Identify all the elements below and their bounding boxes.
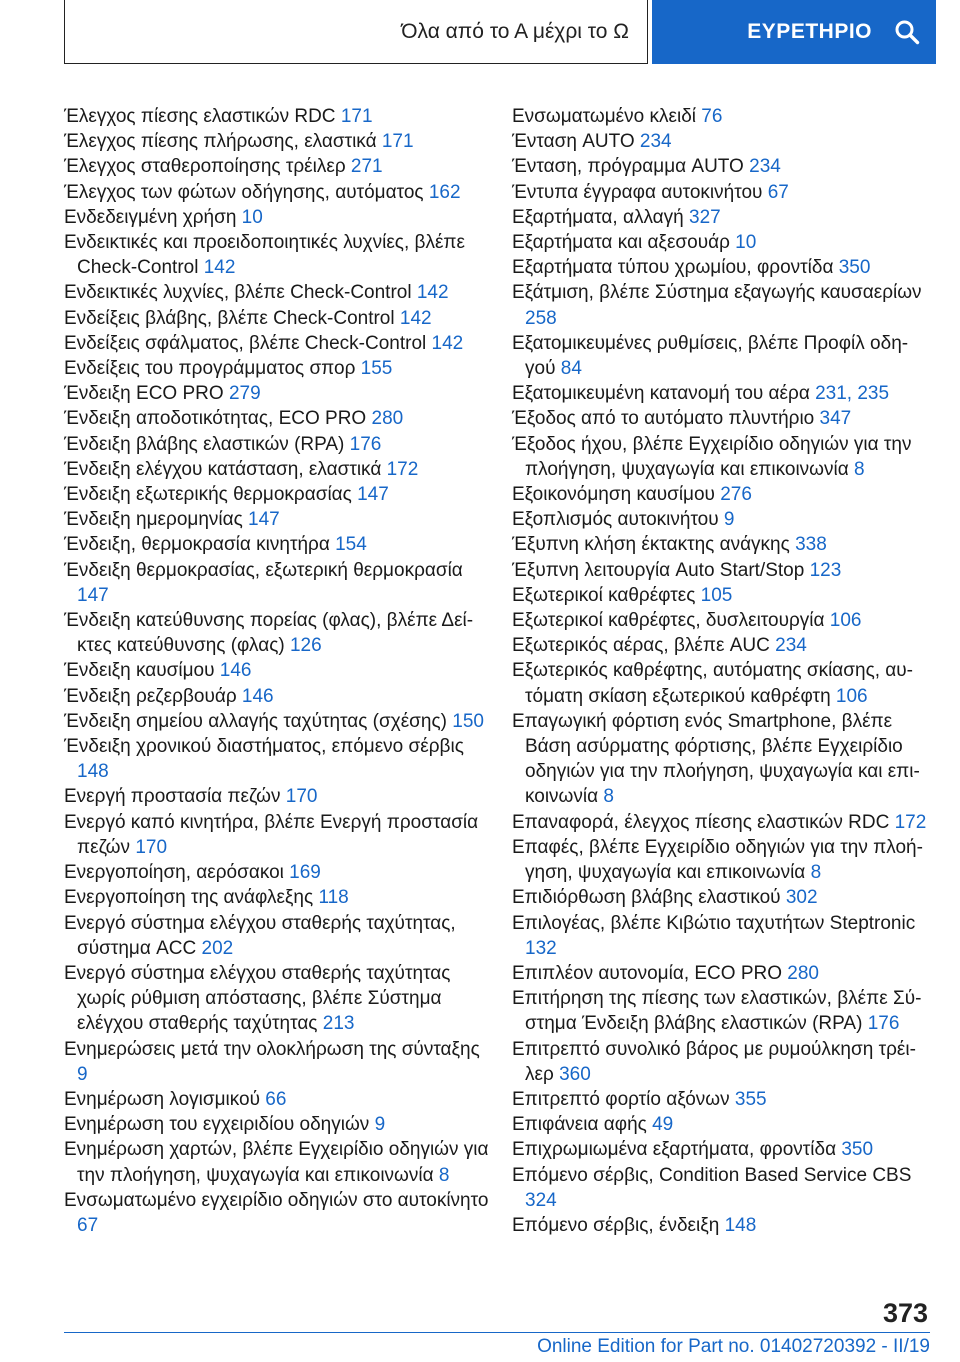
index-entry-term: Εξαρτήματα, αλλαγή bbox=[512, 206, 690, 228]
index-entry-page-link[interactable]: 276 bbox=[720, 484, 752, 506]
index-entry bbox=[512, 507, 930, 532]
index-entry-page-link[interactable]: 327 bbox=[689, 206, 721, 228]
index-entry-term: Ενδείξεις του προγράμματος σπορ bbox=[64, 358, 361, 380]
index-entry-page-link[interactable]: 202 bbox=[201, 937, 234, 959]
index-entry bbox=[64, 356, 489, 381]
index-entry-page-link[interactable]: 169 bbox=[289, 862, 321, 884]
index-entry-term: Εξοπλισμός αυτοκινήτου bbox=[512, 509, 724, 531]
index-entry-page-link[interactable]: 146 bbox=[241, 685, 274, 707]
index-entry-page-link[interactable]: 172 bbox=[386, 458, 419, 480]
index-entry-page-link[interactable]: 279 bbox=[228, 383, 261, 405]
index-entry bbox=[64, 230, 489, 280]
index-entry-page-link[interactable]: 8 bbox=[854, 458, 865, 480]
index-entry-page-link[interactable]: 49 bbox=[652, 1114, 674, 1136]
index-entry-term: Εξοικονόμηση καυσίμου bbox=[512, 484, 721, 506]
index-entry bbox=[64, 507, 489, 532]
index-entry-term: Ένταση, πρόγραμμα AUTO bbox=[512, 156, 750, 178]
index-entry bbox=[512, 205, 930, 230]
index-entry bbox=[512, 129, 930, 154]
index-entry-term: Έλεγχος πίεσης πλήρωσης, ελαστικά bbox=[64, 131, 382, 153]
index-entry-term: Εξαρτήματα τύπου χρωμίου, φροντίδα bbox=[512, 257, 839, 279]
index-entry-term: Ένδειξη βλάβης ελαστικών (RPA) bbox=[64, 433, 350, 455]
index-entry-term: Ενδεικτικές και προειδοποιητικές λυχνίες, βλέπε Check-Control bbox=[64, 232, 465, 279]
index-entry-term: Επιτήρηση της πίεσης των ελαστικών, βλέπε Σύστημα Ένδειξη βλάβης ελαστικών (RPA) bbox=[512, 988, 922, 1035]
index-entry-page-link[interactable]: 147 bbox=[248, 509, 280, 531]
index-entry-term: Έντυπα έγγραφα αυτοκινήτου bbox=[512, 181, 768, 203]
index-entry-term: Επαγωγική φόρτιση ενός Smartphone, βλέπε Βάση ασύρματης φόρτισης, βλέπε Εγχειρίδιο οδηγιών για την πλοήγηση, ψυχαγωγία και επικοινωνία bbox=[512, 710, 920, 808]
index-column-right bbox=[512, 104, 930, 1238]
index-entry-page-link[interactable]: 280 bbox=[787, 962, 819, 984]
index-entry-term: Επόμενο σέρβις, ένδειξη bbox=[512, 1214, 725, 1236]
index-entry-term: Εξωτερικός αέρας, βλέπε AUC bbox=[512, 635, 776, 657]
index-entry bbox=[512, 255, 930, 280]
index-entry-page-link[interactable]: 280 bbox=[371, 408, 404, 430]
index-entry-term: Ενεργή προστασία πεζών bbox=[64, 786, 286, 808]
index-entry-page-link[interactable]: 147 bbox=[357, 484, 389, 506]
index-entry-term: Επαφές, βλέπε Εγχειρίδιο οδηγιών για την πλοήγηση, ψυχαγωγία και επικοινωνία bbox=[512, 836, 923, 884]
index-entry-page-link[interactable]: 234 bbox=[775, 635, 807, 657]
index-entry bbox=[64, 482, 489, 507]
index-entry bbox=[512, 986, 930, 1036]
index-entry bbox=[64, 331, 489, 356]
index-entry-term: Επιφάνεια αφής bbox=[512, 1114, 653, 1136]
index-entry-page-link[interactable]: 355 bbox=[734, 1088, 767, 1110]
index-entry-page-link[interactable]: 170 bbox=[135, 836, 168, 858]
index-entry bbox=[512, 583, 930, 608]
index-entry bbox=[512, 1213, 930, 1238]
index-entry bbox=[512, 104, 930, 129]
index-entry-page-link[interactable]: 258 bbox=[525, 307, 557, 329]
index-entry-term: Ενδεδειγμένη χρήση bbox=[64, 206, 242, 228]
index-entry bbox=[64, 306, 489, 331]
index-entry bbox=[64, 658, 489, 683]
tab-a-to-z[interactable] bbox=[64, 0, 648, 64]
index-entry-page-link[interactable]: 8 bbox=[603, 786, 614, 808]
index-entry bbox=[64, 810, 489, 860]
index-entry bbox=[512, 1087, 930, 1112]
index-entry-term: Ενημερώσεις μετά την ολοκλήρωση της σύνταξης bbox=[64, 1038, 480, 1060]
index-entry-term: Ενημέρωση λογισμικού bbox=[64, 1088, 266, 1110]
index-entry-page-link[interactable]: 162 bbox=[428, 181, 461, 203]
index-entry bbox=[512, 1037, 930, 1087]
index-entry-page-link[interactable]: 271 bbox=[350, 156, 383, 178]
index-entry-term: Ενσωματωμένο κλειδί bbox=[512, 106, 702, 127]
index-entry bbox=[512, 885, 930, 910]
index-entry bbox=[64, 860, 489, 885]
index-entry-term: Ενσωματωμένο εγχειρίδιο οδηγιών στο αυτοκίνητο bbox=[64, 1189, 489, 1211]
index-entry bbox=[512, 633, 930, 658]
index-entry bbox=[64, 1137, 489, 1187]
index-entry-page-link[interactable]: 67 bbox=[767, 181, 789, 203]
index-entry bbox=[64, 280, 489, 305]
index-entry-page-link[interactable]: 171 bbox=[340, 106, 373, 127]
index-entry-term: Εξωτερικοί καθρέφτες, δυσλειτουργία bbox=[512, 610, 830, 632]
index-entry-term: Ένδειξη ημερομηνίας bbox=[64, 509, 249, 531]
index-entry-term: Ένδειξη, θερμοκρασία κινητήρα bbox=[64, 534, 336, 556]
index-entry-page-link[interactable]: 347 bbox=[819, 408, 852, 430]
index-entry-term: Ενδεικτικές λυχνίες, βλέπε Check-Control bbox=[64, 282, 417, 304]
index-entry bbox=[512, 482, 930, 507]
index-entry-page-link[interactable]: 213 bbox=[322, 1013, 355, 1035]
index-entry-term: Έξυπνη λειτουργία Auto Start/Stop bbox=[512, 559, 810, 581]
index-entry-page-link[interactable]: 176 bbox=[867, 1013, 900, 1035]
index-entry-term: Ένταση AUTO bbox=[512, 131, 640, 153]
index-entry-term: Επόμενο σέρβις, Condition Based Service CBS bbox=[512, 1164, 912, 1186]
index-entry bbox=[512, 532, 930, 557]
index-entry bbox=[64, 406, 489, 431]
index-entry bbox=[64, 381, 489, 406]
index-entry-page-link[interactable]: 123 bbox=[809, 559, 842, 581]
index-entry bbox=[512, 658, 930, 708]
index-entry-page-link[interactable]: 324 bbox=[525, 1189, 557, 1211]
index-entry bbox=[512, 406, 930, 431]
index-entry bbox=[64, 558, 489, 608]
index-entry bbox=[512, 558, 930, 583]
index-entry-page-link[interactable]: 350 bbox=[838, 257, 871, 279]
index-entry-page-link[interactable]: 350 bbox=[841, 1139, 874, 1161]
index-entry bbox=[64, 709, 489, 734]
index-entry-page-link[interactable]: 146 bbox=[219, 660, 252, 682]
index-entry-page-link[interactable]: 126 bbox=[289, 635, 322, 657]
index-entry bbox=[512, 810, 930, 835]
footer-edition: Online Edition for Part no. 01402720392 - II/19 bbox=[537, 1336, 930, 1357]
index-entry bbox=[64, 961, 489, 1037]
index-entry bbox=[64, 457, 489, 482]
index-entry-term: Ένδειξη ελέγχου κατάσταση, ελαστικά bbox=[64, 458, 387, 480]
index-entry-term: Έλεγχος των φώτων οδήγησης, αυτόματος bbox=[64, 181, 429, 203]
index-entry bbox=[512, 1137, 930, 1162]
index-entry-term: Έξυπνη κλήση έκτακτης ανάγκης bbox=[512, 534, 796, 556]
index-entry bbox=[64, 1037, 489, 1087]
index-entry-term: Ένδειξη ρεζερβουάρ bbox=[64, 685, 242, 707]
index-entry-term: Επιτρεπτό φορτίο αξόνων bbox=[512, 1088, 735, 1110]
index-entry-page-link[interactable]: 106 bbox=[835, 685, 868, 707]
index-entry-term: Ενεργό καπό κινητήρα, βλέπε Ενεργή προστασία πεζών bbox=[64, 811, 479, 858]
footer-divider bbox=[64, 1332, 930, 1333]
index-entry-page-link[interactable]: 171 bbox=[381, 131, 414, 153]
index-entry-term: Ένδειξη εξωτερικής θερμοκρασίας bbox=[64, 484, 358, 506]
index-entry-page-link[interactable]: 148 bbox=[724, 1214, 757, 1236]
index-entry bbox=[64, 154, 489, 179]
index-entry bbox=[512, 381, 930, 406]
index-entry-term: Εξάτμιση, βλέπε Σύστημα εξαγωγής καυσαερίων bbox=[512, 282, 922, 304]
index-entry-page-link[interactable]: 142 bbox=[416, 282, 449, 304]
index-entry bbox=[64, 684, 489, 709]
index-entry-term: Ένδειξη θερμοκρασίας, εξωτερική θερμοκρασία bbox=[64, 559, 463, 581]
index-entry bbox=[512, 180, 930, 205]
index-entry-page-link[interactable]: 172 bbox=[894, 811, 927, 833]
index-entry-term: Επαναφορά, έλεγχος πίεσης ελαστικών RDC bbox=[512, 811, 895, 833]
index-entry bbox=[64, 532, 489, 557]
index-entry-page-link[interactable]: 142 bbox=[431, 332, 464, 354]
index-entry-page-link[interactable]: 10 bbox=[241, 206, 263, 228]
index-entry-term: Έξοδος ήχου, βλέπε Εγχειρίδιο οδηγιών για την πλοήγηση, ψυχαγωγία και επικοινωνία bbox=[512, 433, 912, 480]
index-entry-term: Ενεργό σύστημα ελέγχου σταθερής ταχύτητας, σύστημα ACC bbox=[64, 912, 456, 959]
index-entry bbox=[64, 205, 489, 230]
index-entry-page-link[interactable]: 360 bbox=[559, 1063, 591, 1085]
index-entry bbox=[64, 885, 489, 910]
index-entry-term: Έξοδος από το αυτόματο πλυντήριο bbox=[512, 408, 820, 430]
index-entry-page-link[interactable]: 10 bbox=[735, 232, 757, 254]
index-entry-term: Ενεργοποίηση, αερόσακοι bbox=[64, 862, 290, 884]
index-entry bbox=[512, 280, 930, 330]
index-entry bbox=[64, 784, 489, 809]
index-entry-term: Εξαρτήματα και αξεσουάρ bbox=[512, 232, 736, 254]
tab-a-to-z-label: Όλα από το Α μέχρι το Ω bbox=[401, 19, 629, 43]
index-entry-term: Εξωτερικός καθρέφτης, αυτόματης σκίασης, αυτόματη σκίαση εξωτερικού καθρέφτη bbox=[512, 660, 913, 707]
index-entry-term: Ένδειξη χρονικού διαστήματος, επόμενο σέρβις bbox=[64, 736, 464, 758]
page-number: 373 bbox=[882, 1298, 928, 1328]
index-entry-term: Ένδειξη ECO PRO bbox=[64, 383, 229, 405]
index-entry-page-link[interactable]: 9 bbox=[77, 1063, 88, 1085]
index-entry-term: Ενημέρωση του εγχειριδίου οδηγιών bbox=[64, 1114, 375, 1136]
index-entry-page-link[interactable]: 147 bbox=[77, 584, 109, 606]
index-entry-page-link[interactable]: 155 bbox=[360, 358, 393, 380]
index-entry bbox=[512, 911, 930, 961]
index-entry bbox=[64, 911, 489, 961]
index-entry bbox=[64, 180, 489, 205]
index-entry bbox=[512, 154, 930, 179]
index-entry-page-link[interactable]: 105 bbox=[700, 584, 733, 606]
index-entry-page-link[interactable]: 302 bbox=[785, 887, 818, 909]
index-entry-term: Ένδειξη αποδοτικότητας, ECO PRO bbox=[64, 408, 372, 430]
index-entry-term: Εξωτερικοί καθρέφτες bbox=[512, 584, 701, 606]
index-entry-page-link[interactable]: 142 bbox=[203, 257, 236, 279]
index-entry-page-link[interactable]: 234 bbox=[639, 131, 672, 153]
index-entry-page-link[interactable]: 231, 235 bbox=[815, 383, 890, 405]
index-entry-term: Έλεγχος πίεσης ελαστικών RDC bbox=[64, 106, 341, 127]
index-entry-term: Επιδιόρθωση βλάβης ελαστικού bbox=[512, 887, 786, 909]
index-entry-term: Ενεργοποίηση της ανάφλεξης bbox=[64, 887, 319, 909]
index-entry-page-link[interactable]: 9 bbox=[374, 1114, 386, 1136]
index-entry-term: Εξατομικευμένες ρυθμίσεις, βλέπε Προφίλ οδηγού bbox=[512, 332, 909, 380]
index-entry-page-link[interactable]: 154 bbox=[335, 534, 367, 556]
index-entry-term: Ενεργό σύστημα ελέγχου σταθερής ταχύτητας χωρίς ρύθμιση απόστασης, βλέπε Σύστημα ελέγχου σταθερής ταχύτητας bbox=[64, 962, 451, 1035]
index-entry-page-link[interactable]: 76 bbox=[701, 106, 723, 127]
index-entry-page-link[interactable]: 8 bbox=[810, 862, 822, 884]
index-entry bbox=[64, 1112, 489, 1137]
index-entry bbox=[64, 1188, 489, 1238]
index-entry-page-link[interactable]: 148 bbox=[77, 761, 109, 783]
index-column-left bbox=[64, 104, 489, 1238]
index-entry bbox=[64, 129, 489, 154]
index-entry bbox=[512, 1112, 930, 1137]
index-entry bbox=[512, 1163, 930, 1213]
index-entry-term: Ενδείξεις βλάβης, βλέπε Check-Control bbox=[64, 307, 400, 329]
index-entry-term: Έλεγχος σταθεροποίησης τρέιλερ bbox=[64, 156, 351, 178]
index-entry-page-link[interactable]: 234 bbox=[749, 156, 781, 178]
index-entry-term: Ένδειξη σημείου αλλαγής ταχύτητας (σχέσης) bbox=[64, 710, 453, 732]
index-entry-page-link[interactable]: 8 bbox=[438, 1164, 450, 1186]
index-entry bbox=[512, 961, 930, 986]
index-entry bbox=[512, 835, 930, 885]
index-entry-term: Ενημέρωση χαρτών, βλέπε Εγχειρίδιο οδηγιών για την πλοήγηση, ψυχαγωγία και επικοινωνία bbox=[64, 1139, 489, 1186]
index-entry-page-link[interactable]: 176 bbox=[349, 433, 382, 455]
index-entry-page-link[interactable]: 132 bbox=[525, 937, 557, 959]
index-entry-term: Ενδείξεις σφάλματος, βλέπε Check-Control bbox=[64, 332, 432, 354]
index-entry bbox=[64, 104, 489, 129]
page-header bbox=[0, 0, 960, 70]
search-icon[interactable] bbox=[894, 19, 920, 45]
index-entry-term: Επιπλέον αυτονομία, ECO PRO bbox=[512, 962, 788, 984]
index-entry-page-link[interactable]: 106 bbox=[829, 610, 862, 632]
index-entry-page-link[interactable]: 150 bbox=[452, 710, 484, 732]
index-entry bbox=[64, 608, 489, 658]
index-entry-term: Ένδειξη καυσίμου bbox=[64, 660, 220, 682]
index-entry bbox=[512, 331, 930, 381]
index-entry-page-link[interactable]: 338 bbox=[795, 534, 827, 556]
tab-index-label: ΕΥΡΕΤΗΡΙΟ bbox=[747, 20, 872, 43]
index-entry-page-link[interactable]: 142 bbox=[399, 307, 432, 329]
index-entry-page-link[interactable]: 118 bbox=[318, 887, 349, 909]
index-entry-term: Ένδειξη κατεύθυνσης πορείας (φλας), βλέπε Δείκτες κατεύθυνσης (φλας) bbox=[64, 610, 474, 657]
index-entry-page-link[interactable]: 67 bbox=[77, 1214, 99, 1236]
index-entry-page-link[interactable]: 9 bbox=[723, 509, 735, 531]
tab-index[interactable] bbox=[652, 0, 936, 64]
index-entry bbox=[512, 230, 930, 255]
index-entry bbox=[64, 432, 489, 457]
index-entry bbox=[64, 734, 489, 784]
index-entry-page-link[interactable]: 66 bbox=[265, 1088, 287, 1110]
index-entry-term: Επιλογέας, βλέπε Κιβώτιο ταχυτήτων Steptronic bbox=[512, 912, 916, 934]
index-entry bbox=[512, 709, 930, 810]
index-entry-page-link[interactable]: 170 bbox=[285, 786, 318, 808]
index-entry-term: Εξατομικευμένη κατανομή του αέρα bbox=[512, 383, 816, 405]
index-entry-term: Επιτρεπτό συνολικό βάρος με ρυμούλκηση τρέιλερ bbox=[512, 1038, 916, 1085]
index-entry-term: Επιχρωμιωμένα εξαρτήματα, φροντίδα bbox=[512, 1139, 842, 1161]
index-entry bbox=[64, 1087, 489, 1112]
index-entry-page-link[interactable]: 84 bbox=[560, 358, 582, 380]
index-entry bbox=[512, 432, 930, 482]
index-entry bbox=[512, 608, 930, 633]
